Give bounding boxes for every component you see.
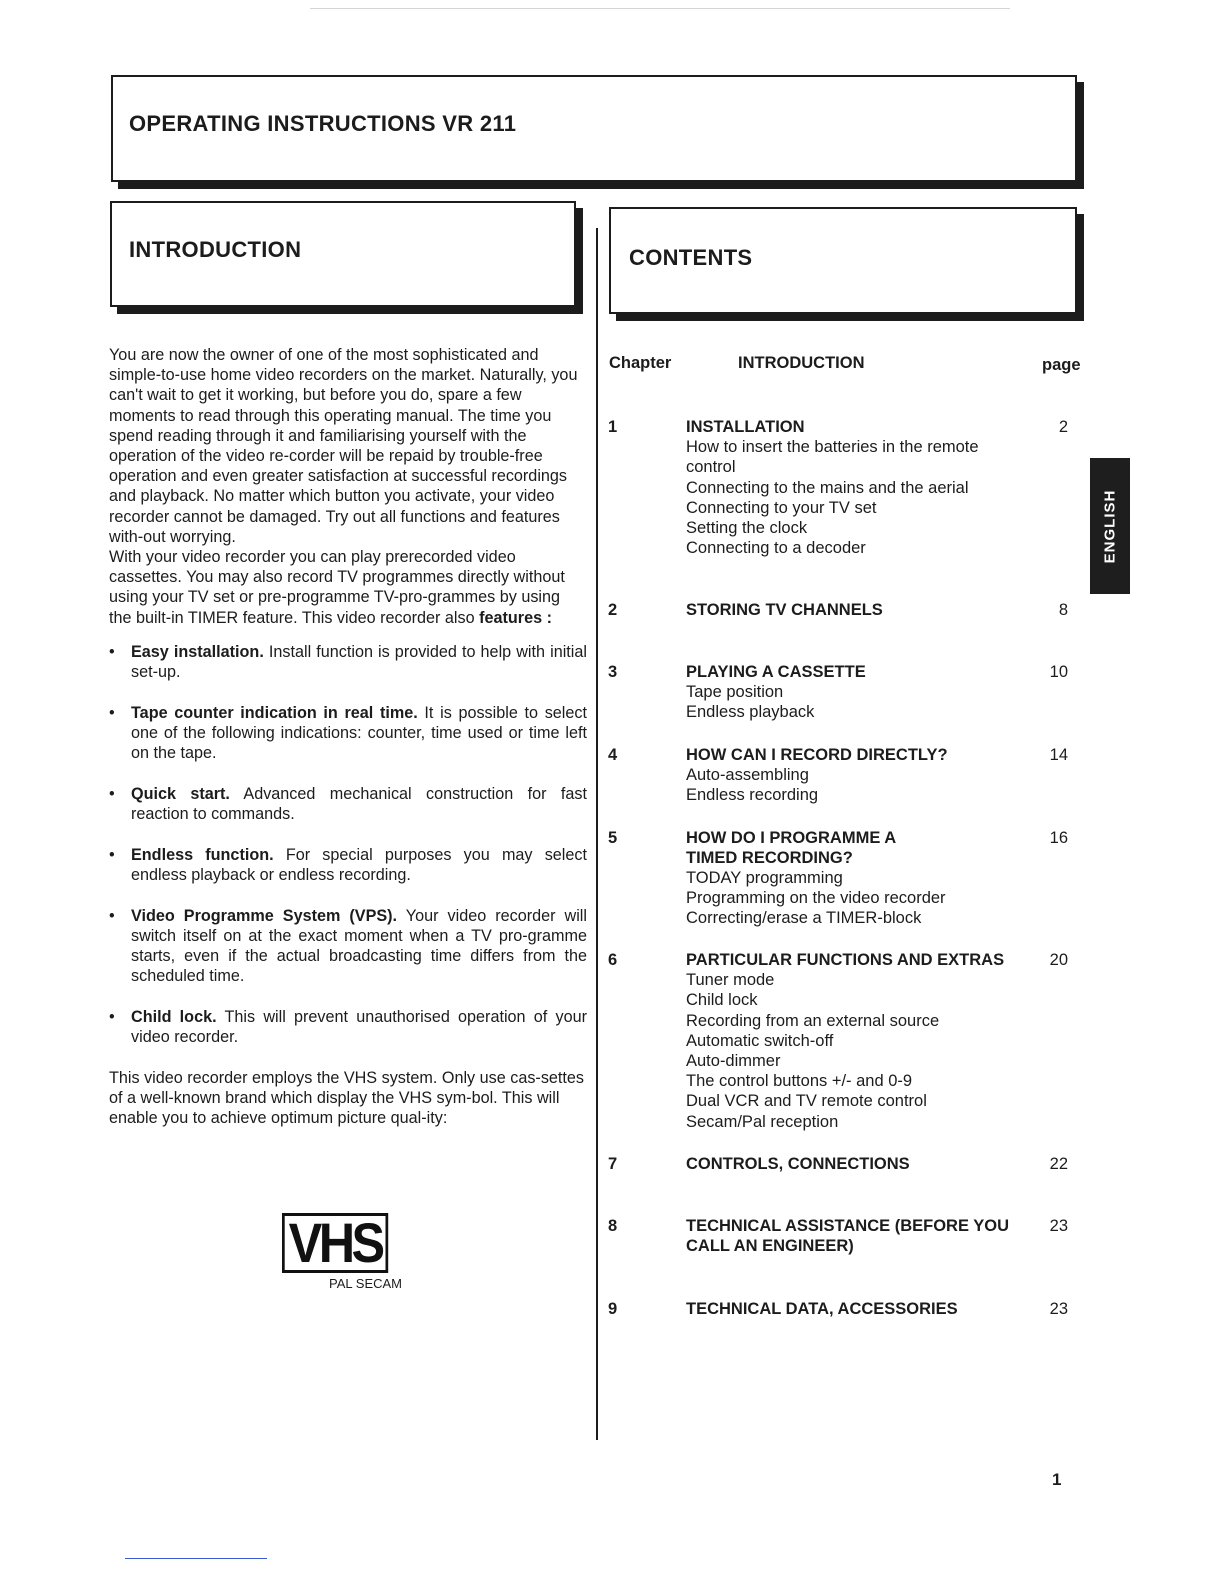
feature-text: It is possible to select one of the following indications: counter, time used or time left on the tape.: [131, 703, 587, 763]
toc-subtopic: Tuner mode: [686, 971, 775, 990]
toc-page-number: 23: [1049, 1300, 1068, 1318]
feature-list: [109, 642, 587, 1048]
toc-subtopic: Dual VCR and TV remote control: [686, 1092, 927, 1111]
toc-entry-body: [686, 1299, 1016, 1319]
toc-entry-body: [686, 828, 906, 868]
feature-text: For special purposes you may select endless playback or endless recording.: [131, 845, 587, 884]
toc-subtopic: How to insert the batteries in the remote control: [686, 438, 979, 477]
toc-entry-subs: [686, 868, 1016, 929]
toc-subtopic: Endless playback: [686, 703, 815, 722]
feature-item: [109, 845, 587, 885]
toc-chapter-number: 9: [608, 1300, 618, 1318]
toc-subtopic: Auto-dimmer: [686, 1052, 781, 1071]
toc-subtopic: TODAY programming: [686, 869, 843, 887]
toc-page-number: 16: [1049, 829, 1068, 847]
language-tab: [1090, 458, 1130, 594]
toc-page-number: 10: [1049, 663, 1068, 681]
language-tab-label: ENGLISH: [1101, 489, 1119, 563]
feature-title: Child lock.: [131, 1007, 217, 1026]
toc-entry-body: [686, 950, 1016, 1132]
feature-item: [109, 1007, 587, 1047]
toc-subtopic: Recording from an external source: [686, 1011, 940, 1030]
toc-subtopic: Endless recording: [686, 786, 819, 805]
introduction-text: [109, 345, 587, 1129]
document-title: OPERATING INSTRUCTIONS VR 211: [129, 111, 517, 136]
toc-chapter-number: 2: [608, 601, 618, 619]
title-box: [111, 75, 1077, 182]
feature-item: [109, 906, 587, 987]
contents-heading: CONTENTS: [629, 245, 753, 270]
toc-chapter-number: 7: [608, 1155, 618, 1173]
toc-chapter-number: 3: [608, 663, 618, 681]
vhs-logo-block: [282, 1213, 404, 1291]
toc-subtopic: The control buttons +/- and 0-9: [686, 1072, 913, 1091]
feature-title: Tape counter indication in real time.: [131, 703, 418, 722]
toc-page-number: 14: [1049, 746, 1068, 764]
toc-subtopic: Connecting to your TV set: [686, 498, 877, 517]
toc-subtopic: Connecting to a decoder: [686, 539, 866, 558]
toc-page-number: 2: [1058, 418, 1068, 436]
feature-text: Install function is provided to help with initial set-up.: [131, 642, 587, 682]
column-divider: [596, 228, 598, 1440]
feature-item: [109, 703, 587, 764]
toc-col-chapter: Chapter: [609, 354, 672, 372]
toc-entry-body: [686, 417, 1016, 558]
toc-subtopic: Auto-assembling: [686, 766, 809, 785]
toc-chapter-title: CONTROLS, CONNECTIONS: [686, 1155, 910, 1173]
toc-chapter-number: 4: [608, 746, 618, 764]
toc-page-number: 20: [1049, 951, 1068, 969]
intro-paragraph-2-bold: features :: [479, 608, 552, 627]
toc-chapter-title: TECHNICAL DATA, ACCESSORIES: [686, 1300, 958, 1318]
vhs-logo: VHS: [282, 1213, 388, 1273]
toc-chapter-title: HOW CAN I RECORD DIRECTLY?: [686, 746, 948, 764]
toc-col-page: page: [1042, 356, 1081, 374]
toc-entry-body: [686, 600, 1016, 620]
toc-entry-body: [686, 662, 1016, 723]
introduction-heading: INTRODUCTION: [129, 237, 302, 262]
intro-paragraph-2-lead: With your video recorder you can play prerecorded video cassettes. You may also record TV programmes directly without using your TV set or pre-programme TV-pro-grammes by using the built-in TIMER feature. This video recorder also: [109, 548, 565, 627]
toc-chapter-title: TECHNICAL ASSISTANCE (BEFORE YOU CALL AN ENGINEER): [686, 1217, 1009, 1256]
toc-subtopic: Programming on the video recorder: [686, 889, 946, 908]
feature-title: Endless function.: [131, 845, 274, 864]
toc-chapter-title: HOW DO I PROGRAMME A TIMED RECORDING?: [686, 829, 896, 868]
toc-chapter-number: 6: [608, 951, 618, 969]
toc-subtopic: Automatic switch-off: [686, 1031, 834, 1050]
toc-subtopic: Secam/Pal reception: [686, 1112, 839, 1131]
feature-item: [109, 784, 587, 824]
toc-subtopic: Child lock: [686, 991, 758, 1010]
intro-paragraph-2: [109, 547, 587, 628]
feature-title: Quick start.: [131, 784, 230, 803]
vhs-logo-subtitle: PAL SECAM: [329, 1276, 402, 1291]
feature-text: This will prevent unauthorised operation of your video recorder.: [131, 1007, 587, 1047]
contents-heading-box: [609, 207, 1077, 314]
toc-chapter-title: INSTALLATION: [686, 418, 805, 436]
scan-artifact-top: [310, 8, 1010, 9]
introduction-heading-box: [110, 201, 576, 307]
toc-chapter-title: PLAYING A CASSETTE: [686, 663, 866, 681]
toc-chapter-title: STORING TV CHANNELS: [686, 601, 883, 619]
feature-title: Easy installation.: [131, 642, 264, 661]
toc-chapter-number: 5: [608, 829, 618, 847]
feature-text: Your video recorder will switch itself on at the exact moment when a TV pro-gramme starts, even if the actual broadcasting time differs from the scheduled time.: [131, 906, 588, 986]
feature-title: Video Programme System (VPS).: [131, 906, 398, 925]
toc-subtopic: Tape position: [686, 683, 784, 702]
toc-entry-body: [686, 745, 1016, 806]
scan-artifact-bottom: [125, 1558, 267, 1559]
toc-subtopic: Correcting/erase a TIMER-block: [686, 909, 922, 928]
toc-subtopic: Setting the clock: [686, 519, 808, 538]
toc-page-number: 8: [1058, 601, 1068, 619]
toc-subtopic: Connecting to the mains and the aerial: [686, 478, 969, 497]
intro-paragraph-1: You are now the owner of one of the most sophisticated and simple-to-use home video recorders on the market. Naturally, you can't wait to get it working, but before you do, spare a few moments to read through this operating manual. The time you spend reading through it and familiarising yourself with the operation of the video re-corder will be repaid by trouble-free operation and even greater satisfaction at successful recordings and playback. No matter which button you activate, your video recorder cannot be damaged. Try out all functions and features with-out worrying.: [109, 346, 578, 546]
toc-page-number: 22: [1049, 1155, 1068, 1173]
intro-closing: This video recorder employs the VHS system. Only use cas-settes of a well-known brand which display the VHS sym-bol. This will enable you to achieve optimum picture qual-ity:: [109, 1068, 585, 1128]
page-number: 1: [1052, 1470, 1062, 1489]
feature-item: [109, 642, 587, 682]
toc-page-number: 23: [1049, 1217, 1068, 1235]
feature-text: Advanced mechanical construction for fast reaction to commands.: [131, 784, 587, 824]
toc-col-introduction: INTRODUCTION: [738, 354, 865, 372]
toc-chapter-number: 1: [608, 418, 618, 436]
toc-chapter-number: 8: [608, 1217, 618, 1235]
toc-chapter-title: PARTICULAR FUNCTIONS AND EXTRAS: [686, 951, 1005, 969]
toc-entry-body: [686, 1216, 1016, 1256]
toc-entry-body: [686, 1154, 1016, 1174]
